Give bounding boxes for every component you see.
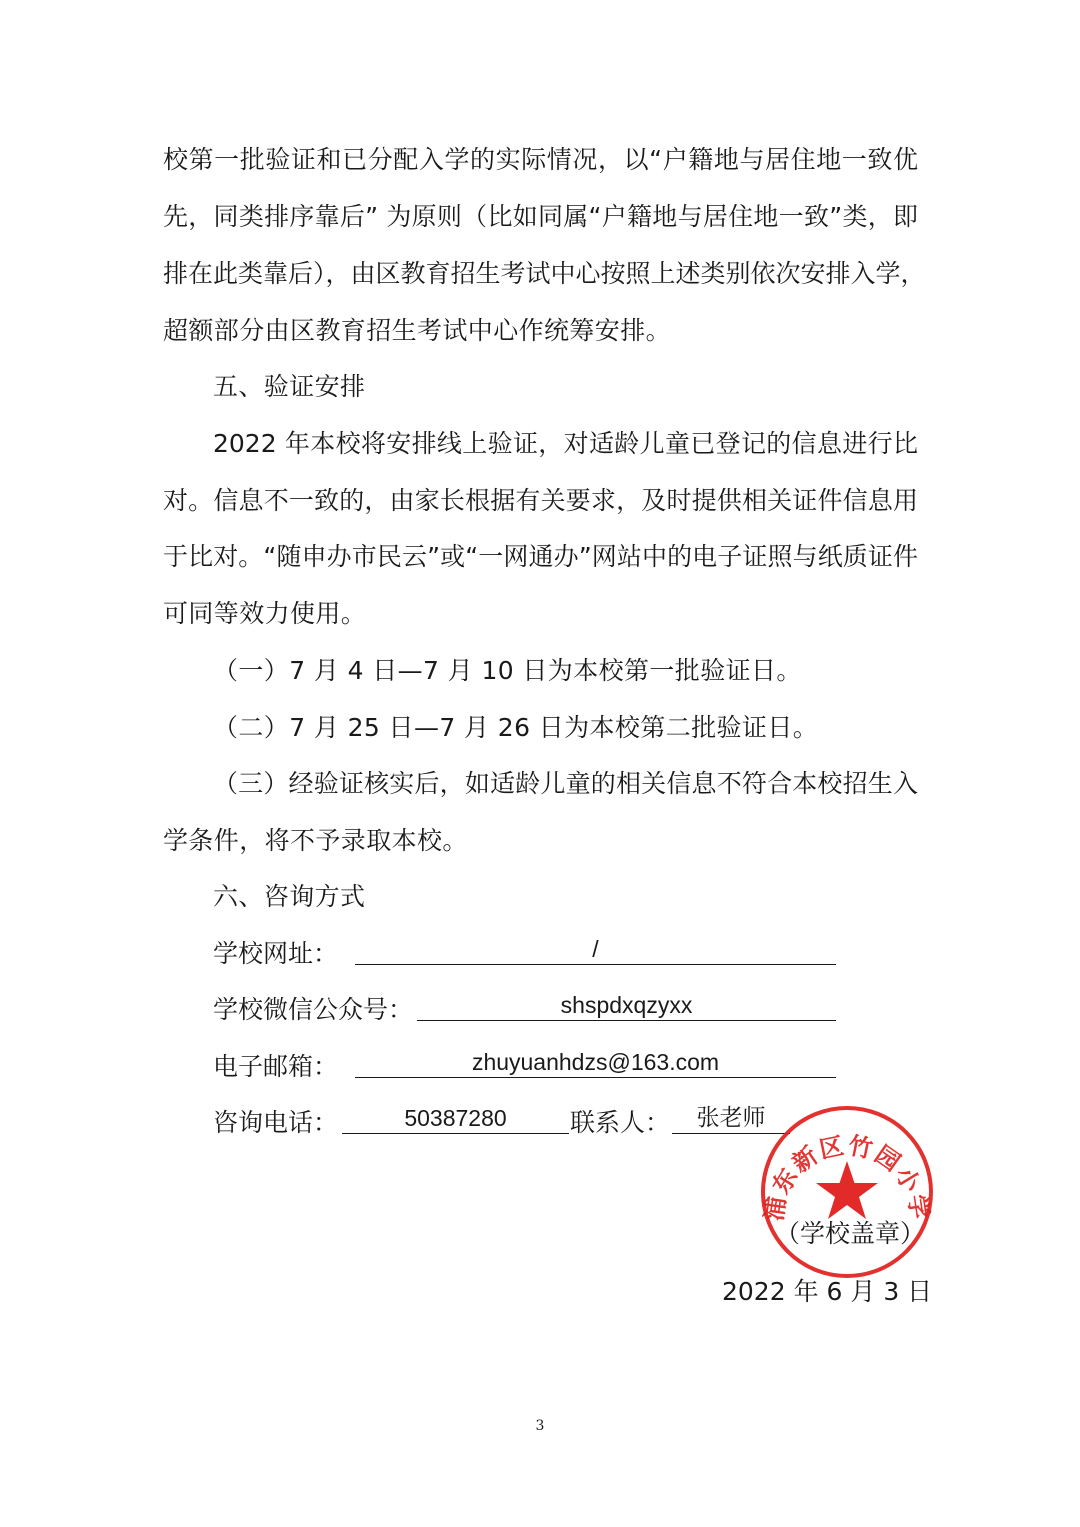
paragraph-2-line-2: 对。信息不一致的，由家长根据有关要求，及时提供相关证件信息用 bbox=[163, 486, 918, 515]
website-label: 学校网址： bbox=[213, 939, 339, 968]
phone-label: 咨询电话： bbox=[213, 1108, 339, 1137]
website-value: / bbox=[355, 934, 836, 965]
school-seal-stamp bbox=[758, 1103, 936, 1281]
paragraph-2-line-4: 可同等效力使用。 bbox=[163, 599, 367, 628]
verification-item-3-line-1: （三）经验证核实后，如适龄儿童的相关信息不符合本校招生入 bbox=[213, 769, 918, 798]
paragraph-2-line-1: 2022 年本校将安排线上验证，对适龄儿童已登记的信息进行比 bbox=[213, 429, 918, 458]
paragraph-1-line-3: 排在此类靠后），由区教育招生考试中心按照上述类别依次安排入学， bbox=[163, 259, 926, 288]
verification-item-3-line-2: 学条件，将不予录取本校。 bbox=[163, 826, 468, 855]
phone-value: 50387280 bbox=[342, 1103, 569, 1134]
verification-item-2: （二）7 月 25 日—7 月 26 日为本校第二批验证日。 bbox=[213, 713, 819, 742]
verification-item-1: （一）7 月 4 日—7 月 10 日为本校第一批验证日。 bbox=[213, 656, 802, 685]
seal-caption: （学校盖章） bbox=[775, 1219, 926, 1248]
paragraph-1-line-4: 超额部分由区教育招生考试中心作统筹安排。 bbox=[163, 316, 672, 345]
wechat-value: shspdxqzyxx bbox=[417, 990, 836, 1021]
contact-person-value: 张老师 bbox=[672, 1103, 790, 1134]
email-label: 电子邮箱： bbox=[213, 1052, 339, 1081]
wechat-label: 学校微信公众号： bbox=[213, 995, 414, 1024]
paragraph-2-line-3: 于比对。“随申办市民云”或“一网通办”网站中的电子证照与纸质证件 bbox=[163, 542, 918, 571]
contact-person-label: 联系人： bbox=[570, 1108, 671, 1137]
email-value: zhuyuanhdzs@163.com bbox=[355, 1047, 836, 1078]
section-5-title: 五、验证安排 bbox=[213, 372, 366, 401]
document-date: 2022 年 6 月 3 日 bbox=[722, 1277, 933, 1306]
seal-star-icon bbox=[816, 1161, 878, 1219]
page-number: 3 bbox=[535, 1418, 545, 1434]
paragraph-1-line-1: 校第一批验证和已分配入学的实际情况，以“户籍地与居住地一致优 bbox=[163, 145, 918, 174]
seal-ring-text: 浦东新区竹园小学 bbox=[760, 1131, 934, 1223]
section-6-title: 六、咨询方式 bbox=[213, 882, 366, 911]
paragraph-1-line-2: 先，同类排序靠后” 为原则（比如同属“户籍地与居住地一致”类，即 bbox=[163, 202, 918, 231]
